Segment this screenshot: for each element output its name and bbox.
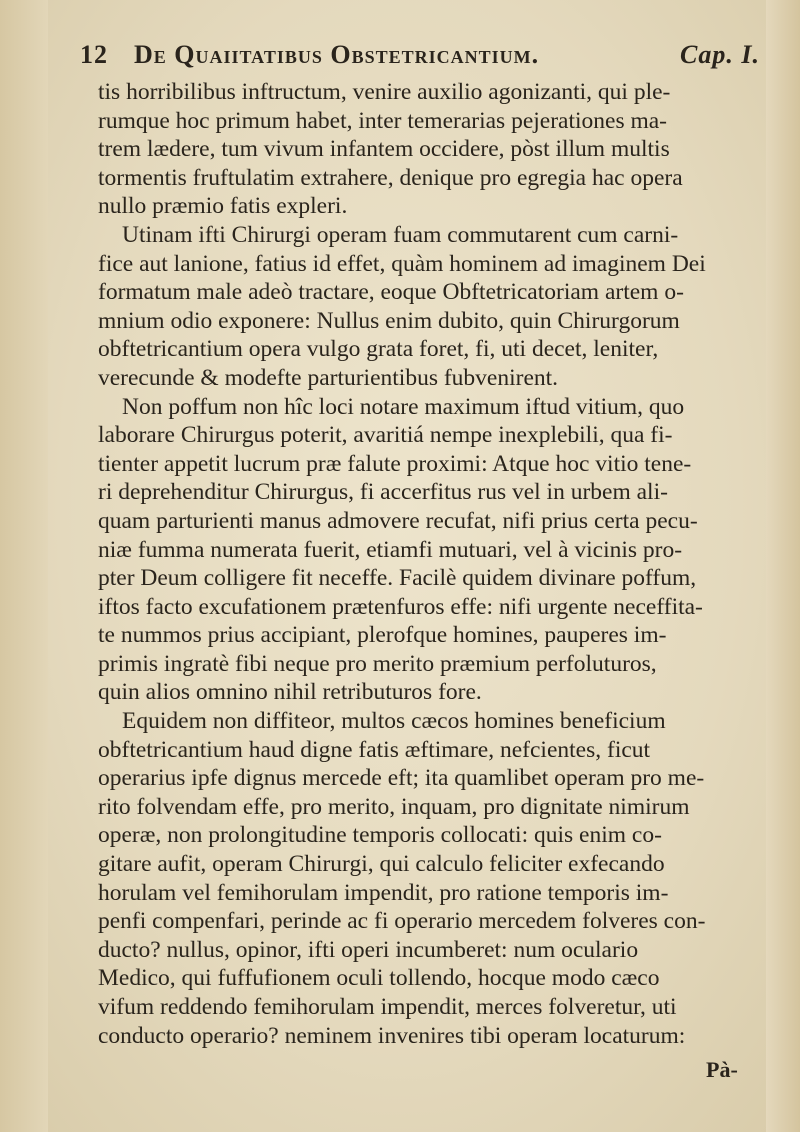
text-line: iftos facto excufationem prætenfuros effe: nifi urgente neceffita- (98, 593, 703, 620)
text-line: quam parturienti manus admovere recufat, nifi prius certa pecu- (98, 507, 698, 534)
paragraph-start-line: Non poffum non hîc loci notare maximum iftud vitium, quo (122, 393, 685, 420)
text-line: formatum male adeò tractare, eoque Obftetricatoriam artem o- (98, 279, 684, 306)
text-line: rito folvendam effe, pro merito, inquam, pro dignitate nimirum (98, 793, 690, 820)
text-line: pter Deum colligere fit neceffe. Facilè quidem divinare poffum, (98, 565, 697, 592)
text-line: tis horribilibus inftructum, venire auxilio agonizanti, qui ple- (98, 79, 671, 105)
text-line: tormentis fruftulatim extrahere, denique pro egregia hac opera (98, 164, 683, 191)
text-line: te nummos prius accipiant, plerofque homines, pauperes im- (98, 622, 667, 649)
text-line: operarius ipfe dignus mercede eft; ita quamlibet operam pro me- (98, 765, 705, 792)
text-line: obftetricantium opera vulgo grata foret, fi, uti decet, leniter, (98, 336, 659, 363)
text-line: gitare aufit, operam Chirurgi, qui calculo feliciter exfecando (98, 851, 665, 878)
text-line: tienter appetit lucrum præ falute proximi: Atque hoc vitio tene- (98, 450, 692, 477)
text-line: rumque hoc primum habet, inter temerarias pejerationes ma- (98, 107, 668, 134)
text-line: quin alios omnino nihil retributuros fore. (98, 679, 482, 706)
paragraph-start-line: Utinam ifti Chirurgi operam fuam commutarent cum carni- (122, 221, 679, 248)
text-line: verecunde & modefte parturientibus fubvenirent. (98, 364, 559, 391)
text-line: operæ, non prolongitudine temporis collocati: quis enim co- (98, 822, 662, 849)
text-line: fice aut lanione, fatius id effet, quàm hominem ad imaginem Dei (98, 250, 706, 277)
text-line: horulam vel femihorulam impendit, pro ratione temporis im- (98, 879, 669, 906)
body-text (98, 78, 782, 1050)
text-line: niæ fumma numerata fuerit, etiamfi mutuari, vel à vicinis pro- (98, 536, 683, 563)
text-line: ri deprehenditur Chirurgus, fi accerfitus rus vel in urbem ali- (98, 479, 668, 506)
paragraph-start-line: Equidem non diffiteor, multos cæcos homines beneficium (122, 708, 666, 735)
text-line: penfi compenfari, perinde ac fi operario mercedem folveres con- (98, 908, 706, 935)
running-header (80, 40, 780, 76)
text-line: conducto operario? neminem invenires tibi operam locaturum: (98, 1022, 686, 1049)
text-line: trem lædere, tum vivum infantem occidere, pòst illum multis (98, 136, 670, 163)
text-line: Medico, qui fuffufionem oculi tollendo, hocque modo cæco (98, 965, 660, 992)
text-line: nullo præmio fatis expleri. (98, 193, 348, 220)
text-line: ducto? nullus, opinor, ifti operi incumberet: num oculario (98, 936, 639, 963)
chapter-label: Cap. I. (680, 40, 760, 69)
text-line: obftetricantium haud digne fatis æftimare, nefcientes, ficut (98, 736, 651, 763)
catchword: Pà- (706, 1057, 738, 1082)
text-line: vifum reddendo femihorulam impendit, merces folveretur, uti (98, 994, 677, 1020)
text-line: mnium odio exponere: Nullus enim dubito, quin Chirurgorum (98, 307, 680, 334)
running-title: De Quaiitatibus Obstetricantium. (134, 40, 540, 69)
page-left-edge (0, 0, 48, 1132)
text-line: primis ingratè fibi neque pro merito præmium perfoluturos, (98, 650, 657, 677)
text-line: laborare Chirurgus poterit, avaritiá nempe inexplebili, qua fi- (98, 422, 673, 449)
page-number: 12 (80, 40, 108, 69)
